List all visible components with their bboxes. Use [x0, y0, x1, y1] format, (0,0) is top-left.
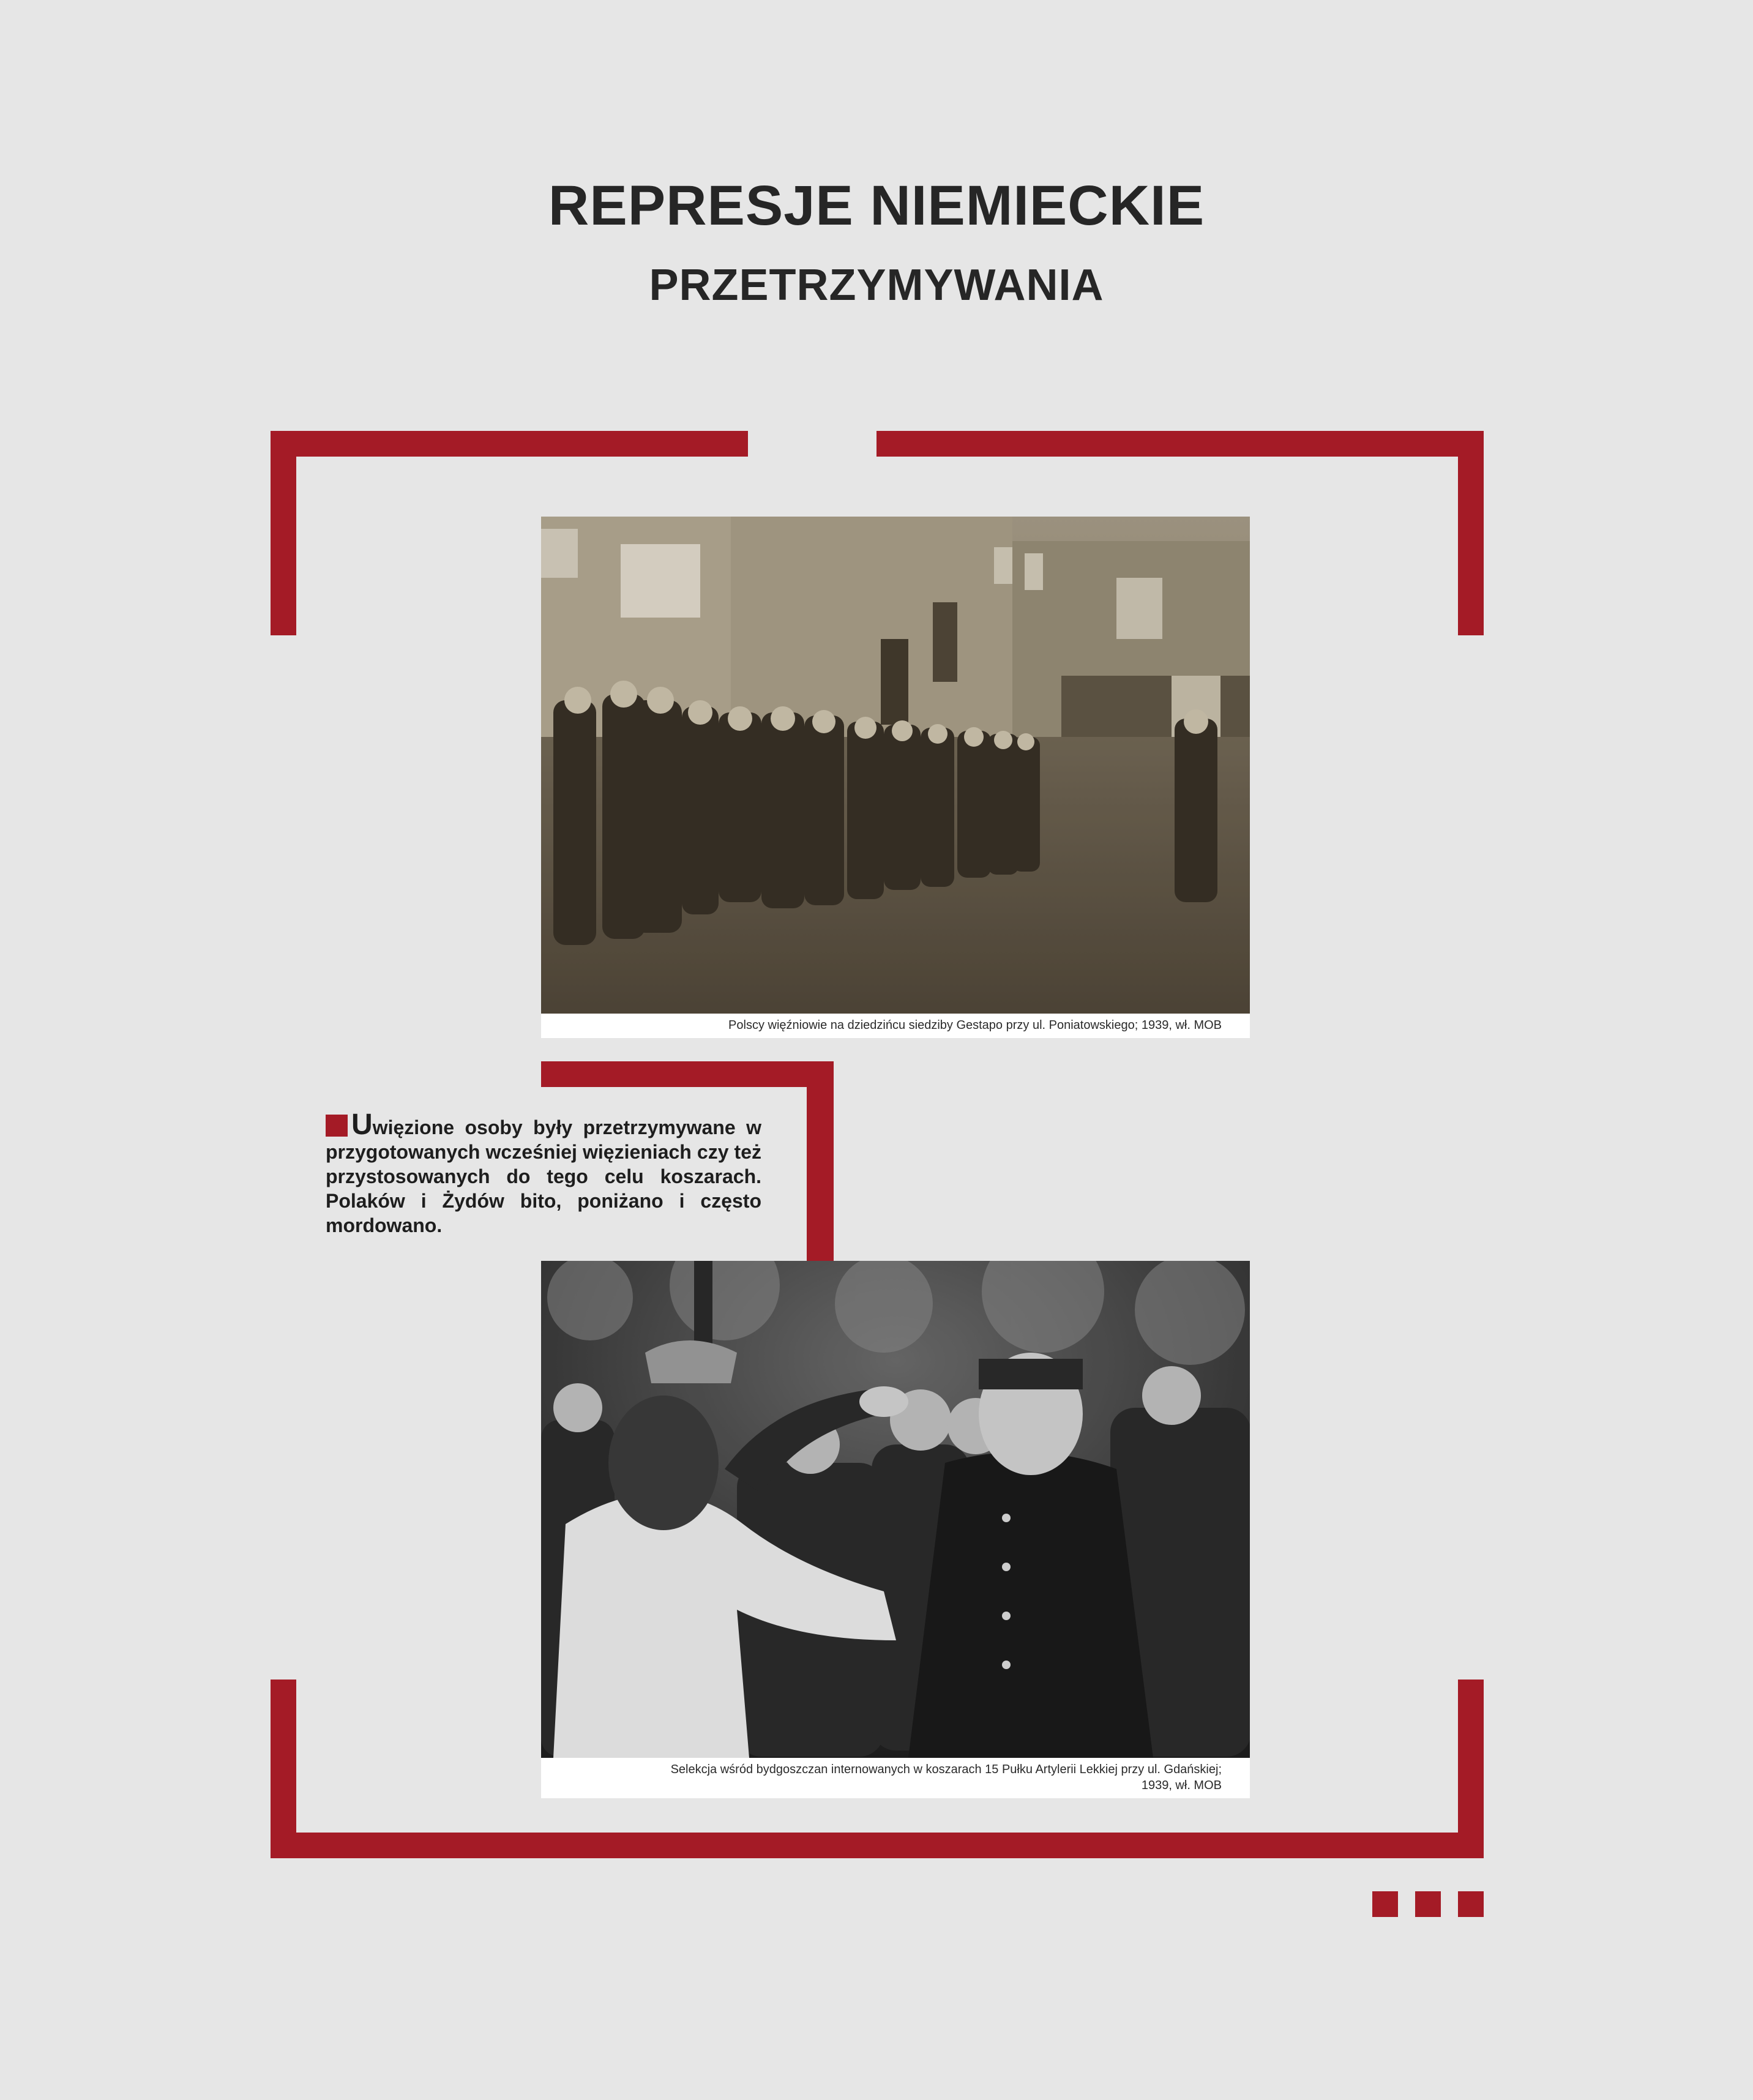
frame-bottom-right-vertical [1458, 1680, 1484, 1858]
photo-2-caption-line-2: 1939, wł. MOB [1141, 1779, 1222, 1792]
continuation-dot-2 [1415, 1891, 1441, 1917]
photo-prisoners-courtyard [541, 517, 1250, 1014]
photo-1-caption-text: Polscy więźniowie na dziedzińcu siedziby Gestapo przy ul. Poniatowskiego; 1939, wł. MOB [728, 1018, 1222, 1032]
photo-1-caption [541, 1014, 1250, 1038]
bullet-square-icon [326, 1115, 348, 1137]
frame-bottom-horizontal [271, 1833, 1484, 1858]
frame-top-right-vertical [1458, 431, 1484, 635]
photo-selection-barracks [541, 1261, 1250, 1758]
panel-title: REPRESJE NIEMIECKIE [548, 174, 1205, 237]
middle-accent-vertical [807, 1061, 834, 1261]
frame-top-left-vertical [271, 431, 296, 635]
body-paragraph [326, 1108, 761, 1238]
frame-top-right-horizontal [876, 431, 1484, 457]
middle-accent-horizontal [541, 1061, 834, 1087]
frame-top-left-horizontal [271, 431, 748, 457]
continuation-dot-3 [1458, 1891, 1484, 1917]
continuation-dot-1 [1372, 1891, 1398, 1917]
frame-bottom-left-vertical [271, 1680, 296, 1858]
photo-2-caption [541, 1758, 1250, 1798]
body-dropcap: U [351, 1108, 373, 1141]
photo-2-caption-line-1: Selekcja wśród bydgoszczan internowanych w koszarach 15 Pułku Artylerii Lekkiej przy ul. Gdańskiej; [670, 1763, 1222, 1776]
panel-subtitle: PRZETRZYMYWANIA [649, 261, 1104, 310]
body-text: więzione osoby były przetrzymywane w przygotowanych wcześniej więzieniach czy też przystosowanych do tego celu koszarach. Polaków i Żydów bito, poniżano i często mordowano. [326, 1116, 761, 1236]
